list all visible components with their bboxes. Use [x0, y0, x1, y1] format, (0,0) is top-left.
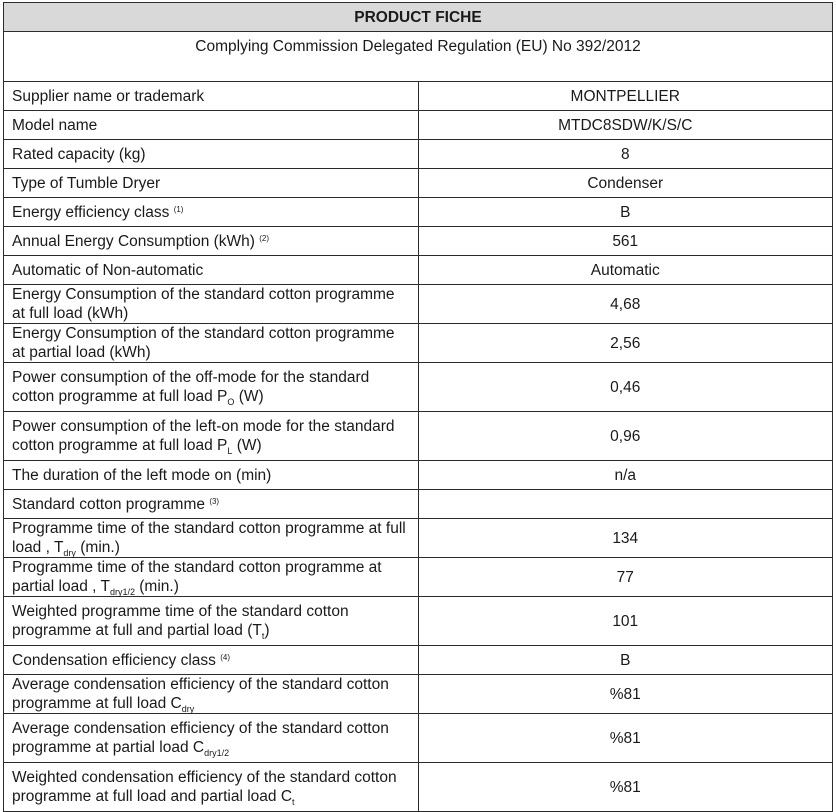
table-row: [4, 169, 833, 198]
footnote-ref: (3): [209, 496, 220, 506]
row-label: Automatic of Non-automatic: [4, 256, 419, 285]
table-row: [4, 675, 833, 714]
row-label: Model name: [4, 111, 419, 140]
row-label: Annual Energy Consumption (kWh) $^{(2)}$: [4, 227, 419, 256]
table-row: [4, 597, 833, 646]
row-value: B: [418, 198, 833, 227]
footnote-ref: (4): [220, 652, 231, 662]
row-label: Programme time of the standard cotton programme at full load , $T_{dry}$ (min.): [4, 519, 419, 558]
row-label: Power consumption of the left-on mode for the standard cotton programme at full load $P_L$ (W): [4, 412, 419, 461]
table-row: [4, 256, 833, 285]
fiche-title: PRODUCT FICHE: [4, 3, 833, 32]
row-value: Automatic: [418, 256, 833, 285]
table-row: [4, 82, 833, 111]
row-value: n/a: [418, 461, 833, 490]
row-label: Condensation efficiency class $^{(4)}$: [4, 646, 419, 675]
footnote-ref: (1): [173, 204, 184, 214]
row-value: 134: [418, 519, 833, 558]
table-row: [4, 461, 833, 490]
row-value: 0,46: [418, 363, 833, 412]
row-value: %81: [418, 763, 833, 812]
row-value: %81: [418, 714, 833, 763]
row-label: Weighted programme time of the standard cotton programme at full and partial load $(T_t)$: [4, 597, 419, 646]
row-label: Average condensation efficiency of the standard cotton programme at partial load $C_{dry1/2}$: [4, 714, 419, 763]
row-value: 0,96: [418, 412, 833, 461]
product-fiche-sheet: [3, 2, 833, 812]
table-row: [4, 363, 833, 412]
row-value: [418, 490, 833, 519]
regulation-text: Complying Commission Delegated Regulation (EU) No 392/2012: [4, 32, 833, 82]
table-row: [4, 763, 833, 812]
table-row: [4, 285, 833, 324]
table-row: [4, 324, 833, 363]
table-row: [4, 519, 833, 558]
row-label: The duration of the left mode on (min): [4, 461, 419, 490]
table-row: [4, 412, 833, 461]
row-value: Condenser: [418, 169, 833, 198]
row-value: MONTPELLIER: [418, 82, 833, 111]
title-row: [4, 3, 833, 32]
table-row: [4, 490, 833, 519]
row-label: Energy Consumption of the standard cotton programme at partial load (kWh): [4, 324, 419, 363]
row-label: Supplier name or trademark: [4, 82, 419, 111]
row-value: 2,56: [418, 324, 833, 363]
row-label: Weighted condensation efficiency of the standard cotton programme at full load and partial load $C_t$: [4, 763, 419, 812]
row-value: MTDC8SDW/K/S/C: [418, 111, 833, 140]
row-value: %81: [418, 675, 833, 714]
row-label: Rated capacity (kg): [4, 140, 419, 169]
row-label: Energy efficiency class $^{(1)}$: [4, 198, 419, 227]
footnote-ref: (2): [259, 233, 270, 243]
row-value: 77: [418, 558, 833, 597]
table-row: [4, 714, 833, 763]
row-label: Programme time of the standard cotton programme at partial load , $T_{dry1/2}$ (min.): [4, 558, 419, 597]
product-fiche-table: [3, 2, 833, 812]
row-label: Type of Tumble Dryer: [4, 169, 419, 198]
table-row: [4, 227, 833, 256]
row-value: B: [418, 646, 833, 675]
row-value: 4,68: [418, 285, 833, 324]
row-label: Average condensation efficiency of the standard cotton programme at full load $C_{dry}$: [4, 675, 419, 714]
table-row: [4, 558, 833, 597]
table-row: [4, 198, 833, 227]
regulation-row: [4, 32, 833, 82]
row-label: Standard cotton programme $^{(3)}$: [4, 490, 419, 519]
row-label: Energy Consumption of the standard cotton programme at full load (kWh): [4, 285, 419, 324]
table-row: [4, 140, 833, 169]
row-value: 101: [418, 597, 833, 646]
row-label: Power consumption of the off-mode for the standard cotton programme at full load $P_O$ (W): [4, 363, 419, 412]
row-value: 8: [418, 140, 833, 169]
table-row: [4, 111, 833, 140]
row-value: 561: [418, 227, 833, 256]
table-row: [4, 646, 833, 675]
